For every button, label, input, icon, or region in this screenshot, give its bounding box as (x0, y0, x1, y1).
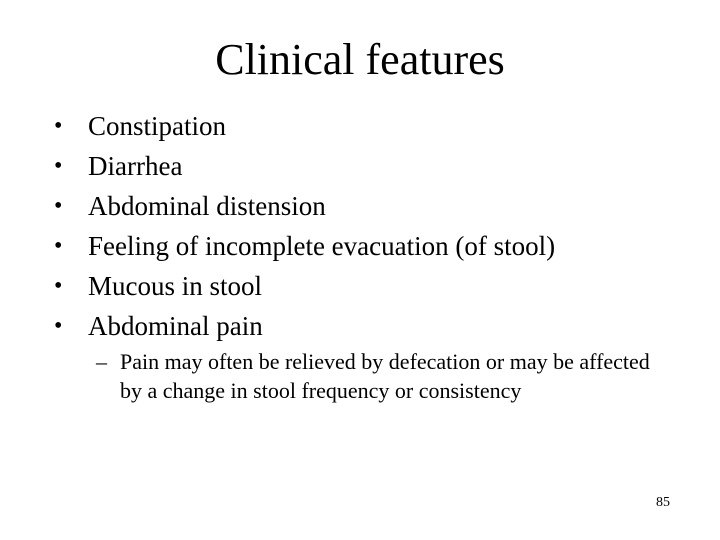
bullet-text: Abdominal distension (88, 191, 326, 221)
bullet-text: Feeling of incomplete evacuation (of stool) (88, 231, 556, 261)
bullet-dot-icon: • (54, 193, 63, 219)
bullet-item-abdominal-pain (54, 306, 694, 346)
bullet-dot-icon: • (54, 313, 63, 339)
bullet-item-mucous-in-stool (54, 266, 694, 306)
bullet-dot-icon: • (54, 153, 63, 179)
bullet-text: Constipation (88, 111, 227, 141)
bullet-item-diarrhea (54, 146, 694, 186)
bullet-text: Diarrhea (88, 151, 183, 181)
bullet-dot-icon: • (54, 273, 63, 299)
bullet-item-constipation (54, 106, 694, 146)
bullet-dot-icon: • (54, 113, 63, 139)
sub-bullet-text: Pain may often be relieved by defecation or may be affected by a change in stool frequency or consistency (120, 349, 650, 403)
sub-bullet-pain-relief (96, 347, 676, 405)
bullet-item-abdominal-distension (54, 186, 694, 226)
dash-icon: – (96, 349, 107, 374)
page-number: 85 (656, 495, 670, 510)
bullet-text: Mucous in stool (88, 271, 263, 301)
bullet-item-incomplete-evacuation (54, 226, 694, 266)
bullet-dot-icon: • (54, 233, 63, 259)
bullet-text: Abdominal pain (88, 311, 263, 341)
slide-title: Clinical features (215, 35, 505, 84)
bullet-list (54, 106, 694, 346)
